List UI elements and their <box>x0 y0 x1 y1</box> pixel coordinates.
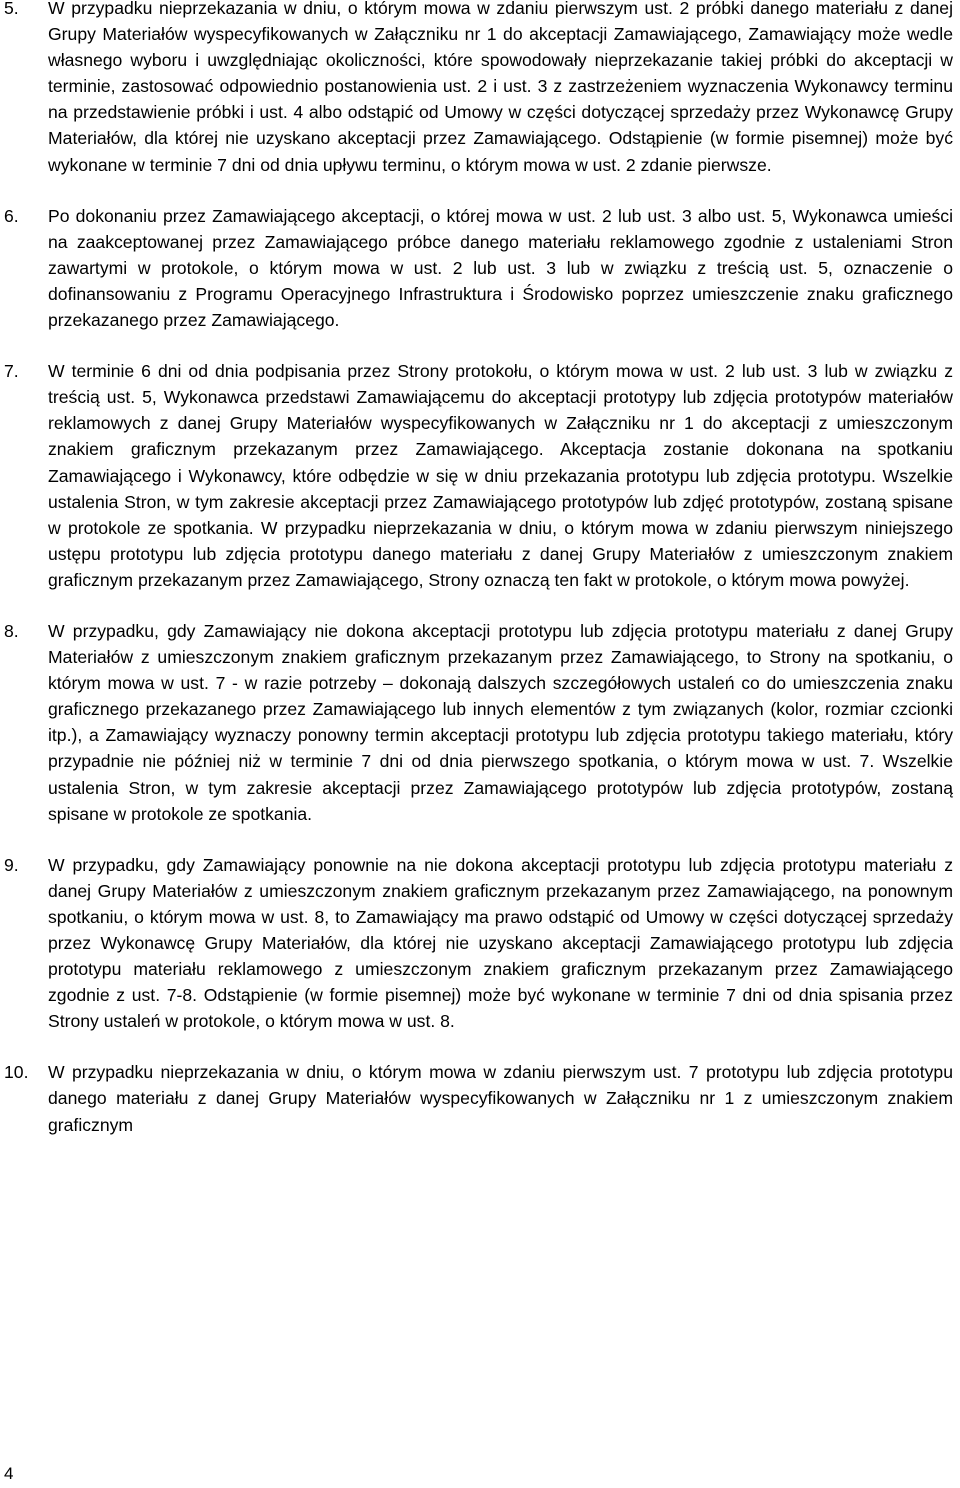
paragraph-text: W terminie 6 dni od dnia podpisania przez Strony protokołu, o którym mowa w ust. 2 lub ust. 3 lub w związku z treścią ust. 5, Wykonawca przedstawi Zamawiającemu do akceptacji prototypy lub zdjęcia prototypów materiałów reklamowych z danej Grupy Materiałów wyspecyfikowanych w Załączniku nr 1 do akceptacji z umieszczonym znakiem graficznym przekazanym przez Zamawiającego. Akceptacja zostanie dokonana na spotkaniu Zamawiającego i Wykonawcy, które odbędzie w się w dniu przekazania prototypu lub zdjęcia prototypu. Wszelkie ustalenia Stron, w tym zakresie akceptacji przez Zamawiającego prototypów lub zdjęć prototypów, zostaną spisane w protokole ze spotkania. W przypadku nieprzekazania w dniu, o którym mowa w zdaniu pierwszym niniejszego ustępu prototypu lub zdjęcia prototypu danego materiału z danej Grupy Materiałów z umieszczonym znakiem graficznym przekazanym przez Zamawiającego, Strony oznaczą ten fakt w protokole, o którym mowa powyżej. <box>48 361 953 590</box>
paragraph-item-8 <box>0 618 960 827</box>
paragraph-item-7 <box>0 358 960 593</box>
paragraph-text: W przypadku nieprzekazania w dniu, o którym mowa w zdaniu pierwszym ust. 2 próbki danego materiału z danej Grupy Materiałów wyspecyfikowanych w Załączniku nr 1 do akceptacji Zamawiającego, Zamawiający może wedle własnego wyboru i uwzględniając okoliczności, które spowodowały nieprzekazanie takiej próbki do akceptacji w terminie, zastosować odpowiednio postanowienia ust. 2 i ust. 3 z zastrzeżeniem wyznaczenia Wykonawcy terminu na przedstawienie próbki i ust. 4 albo odstąpić od Umowy w części dotyczącej sprzedaży przez Wykonawcę Grupy Materiałów, dla której nie uzyskano akceptacji przez Zamawiającego. Odstąpienie (w formie pisemnej) może być wykonane w terminie 7 dni od dnia upływu terminu, o którym mowa w ust. 2 zdanie pierwsze. <box>48 0 953 175</box>
paragraph-text: W przypadku nieprzekazania w dniu, o którym mowa w zdaniu pierwszym ust. 7 prototypu lub zdjęcia prototypu danego materiału z danej Grupy Materiałów wyspecyfikowanych w Załączniku nr 1 z umieszczonym znakiem graficznym <box>48 1062 953 1135</box>
paragraph-number: 9. <box>4 854 19 875</box>
paragraph-number: 10. <box>4 1062 29 1083</box>
paragraph-text: W przypadku, gdy Zamawiający nie dokona akceptacji prototypu lub zdjęcia prototypu materiału z danej Grupy Materiałów z umieszczonym znakiem graficznym przekazanym przez Zamawiającego, to Strony na spotkaniu, o którym mowa w ust. 7 - w razie potrzeby – dokonają dalszych szczegółowych ustaleń co do umieszczenia znaku graficznego przekazanego przez Zamawiającego lub innych elementów z tym związanych (kolor, rozmiar czcionki itp.), a Zamawiający wyznaczy ponowny termin akceptacji prototypu lub zdjęcia prototypu takiego materiału, który przypadnie nie później niż w terminie 7 dni od dnia pierwszego spotkania, o którym mowa w ust. 7. Wszelkie ustalenia Stron, w tym zakresie akceptacji przez Zamawiającego prototypów lub zdjęcia prototypów, zostaną spisane w protokole ze spotkania. <box>48 620 953 824</box>
paragraph-number: 5. <box>4 0 19 18</box>
paragraph-number: 7. <box>4 361 19 382</box>
page-number: 4 <box>4 1464 14 1483</box>
paragraph-text: Po dokonaniu przez Zamawiającego akceptacji, o której mowa w ust. 2 lub ust. 3 albo ust. 5, Wykonawca umieści na zaakceptowanej przez Zamawiającego próbce danego materiału reklamowego zgodnie z ustaleniami Stron zawartymi w protokole, o którym mowa w ust. 2 lub ust. 3 lub w związku z treścią ust. 5, oznaczenie o dofinansowaniu z Programu Operacyjnego Infrastruktura i Środowisko poprzez umieszczenie znaku graficznego przekazanego przez Zamawiającego. <box>48 205 953 331</box>
paragraph-number: 6. <box>4 205 19 226</box>
paragraph-item-5 <box>0 0 960 178</box>
paragraph-item-6 <box>0 203 960 333</box>
paragraph-item-9 <box>0 852 960 1035</box>
paragraph-text: W przypadku, gdy Zamawiający ponownie na nie dokona akceptacji prototypu lub zdjęcia prototypu materiału z danej Grupy Materiałów z umieszczonym znakiem graficznym przekazanym przez Zamawiającego, na ponownym spotkaniu, o którym mowa w ust. 8, to Zamawiający ma prawo odstąpić od Umowy w części dotyczącej sprzedaży przez Wykonawcę Grupy Materiałów, dla której nie uzyskano akceptacji Zamawiającego prototypu lub zdjęcia prototypu materiału reklamowego z umieszczonym znakiem graficznym przekazanym przez Zamawiającego zgodnie z ust. 7-8. Odstąpienie (w formie pisemnej) może być wykonane w terminie 7 dni od dnia spisania przez Strony ustaleń w protokole, o którym mowa w ust. 8. <box>48 854 953 1032</box>
paragraph-item-10 <box>0 1059 960 1137</box>
paragraph-number: 8. <box>4 620 19 641</box>
